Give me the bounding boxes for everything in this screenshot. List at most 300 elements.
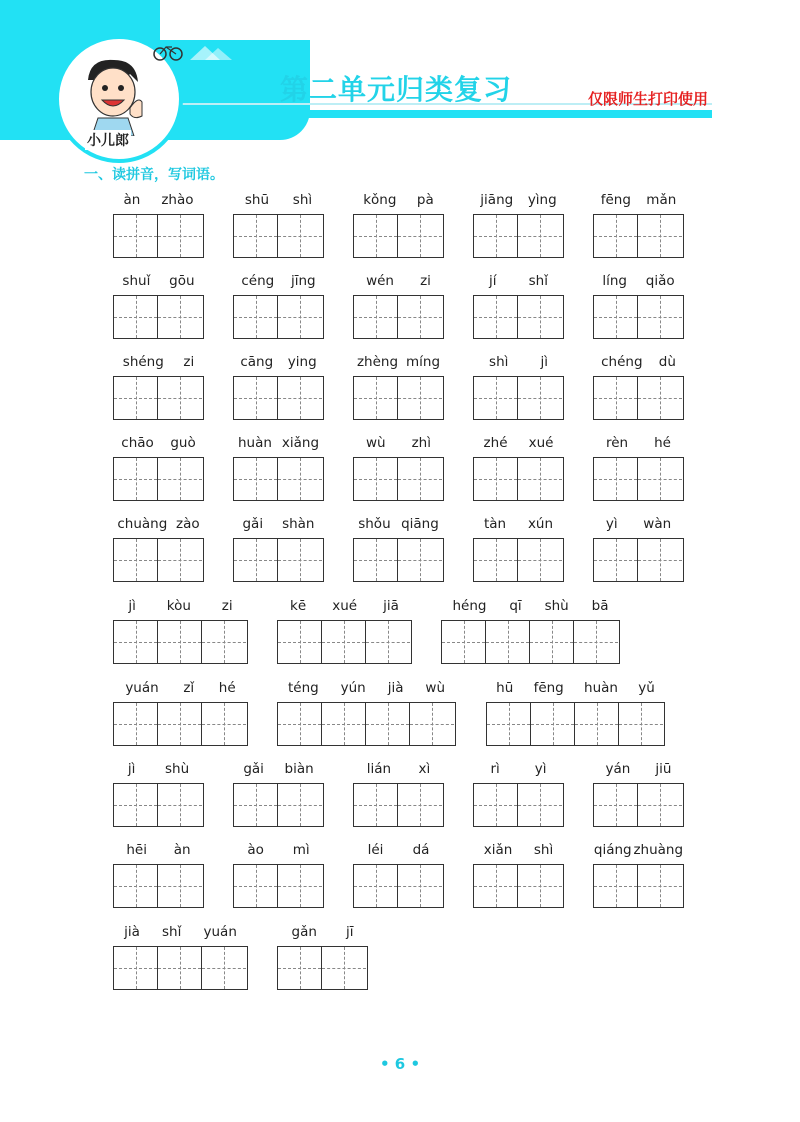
pinyin-syllable: léi [367, 842, 384, 858]
tianzi-cell[interactable] [594, 296, 638, 338]
pinyin-syllable: cāng [240, 354, 274, 370]
writing-grid [593, 783, 684, 827]
writing-grid [473, 538, 564, 582]
exercise-item [593, 759, 684, 829]
tianzi-cell[interactable] [278, 458, 322, 500]
tianzi-cell[interactable] [158, 784, 202, 826]
tianzi-cell[interactable] [354, 458, 398, 500]
pinyin-line [277, 596, 412, 616]
tianzi-cell[interactable] [158, 947, 202, 989]
writing-grid [593, 457, 684, 501]
exercise-item [473, 840, 564, 910]
pinyin-syllable: qī [509, 598, 522, 614]
exercise-item [353, 352, 444, 422]
pinyin-syllable: fēng [533, 680, 564, 696]
tianzi-cell[interactable] [518, 296, 562, 338]
tianzi-cell[interactable] [158, 865, 202, 907]
pinyin-syllable: tàn [483, 516, 507, 532]
exercise-item [593, 514, 684, 584]
pinyin-syllable: yán [605, 761, 631, 777]
pinyin-syllable: wù [365, 435, 386, 451]
tianzi-cell[interactable] [158, 377, 202, 419]
writing-grid [353, 457, 444, 501]
tianzi-cell[interactable] [531, 703, 575, 745]
pinyin-syllable: chuàng [117, 516, 168, 532]
pinyin-line [233, 271, 324, 291]
writing-grid [233, 376, 324, 420]
exercise-item [473, 352, 564, 422]
exercise-item [473, 759, 564, 829]
tianzi-cell[interactable] [518, 215, 562, 257]
pinyin-syllable: shǒu [358, 516, 391, 532]
tianzi-cell[interactable] [354, 215, 398, 257]
writing-grid [113, 457, 204, 501]
writing-grid [277, 620, 412, 664]
pinyin-syllable: wàn [643, 516, 672, 532]
exercise-item [233, 759, 324, 829]
pinyin-line [353, 433, 444, 453]
exercise-item [593, 271, 684, 341]
tianzi-cell[interactable] [234, 377, 278, 419]
tianzi-cell[interactable] [234, 865, 278, 907]
pinyin-syllable: wén [366, 273, 394, 289]
tianzi-cell[interactable] [234, 539, 278, 581]
tianzi-cell[interactable] [278, 865, 322, 907]
pinyin-syllable: wù [425, 680, 446, 696]
tianzi-cell[interactable] [234, 784, 278, 826]
tianzi-cell[interactable] [398, 377, 442, 419]
pinyin-syllable: zi [420, 273, 431, 289]
pinyin-line [113, 678, 248, 698]
exercise-item [113, 759, 204, 829]
pinyin-line [113, 190, 204, 210]
pinyin-syllable: àn [123, 192, 141, 208]
pinyin-syllable: téng [287, 680, 319, 696]
pinyin-line [473, 271, 564, 291]
pinyin-syllable: héng [452, 598, 487, 614]
pinyin-syllable: xiǎng [281, 435, 320, 451]
pinyin-line [233, 190, 324, 210]
writing-grid [353, 376, 444, 420]
pinyin-syllable: yuán [125, 680, 159, 696]
pinyin-line [593, 759, 684, 779]
tianzi-cell[interactable] [638, 296, 682, 338]
exercise-item [113, 352, 204, 422]
pinyin-line [593, 271, 684, 291]
tianzi-cell[interactable] [158, 621, 202, 663]
tianzi-cell[interactable] [366, 703, 410, 745]
tianzi-cell[interactable] [575, 703, 619, 745]
tianzi-cell[interactable] [574, 621, 618, 663]
tianzi-cell[interactable] [114, 947, 158, 989]
pinyin-syllable: zi [221, 598, 233, 614]
pinyin-line [233, 759, 324, 779]
writing-grid [593, 295, 684, 339]
tianzi-cell[interactable] [114, 865, 158, 907]
writing-grid [233, 783, 324, 827]
pinyin-line [473, 759, 564, 779]
pinyin-syllable: mì [292, 842, 310, 858]
pinyin-line [593, 433, 684, 453]
tianzi-cell[interactable] [158, 458, 202, 500]
pinyin-line [353, 514, 444, 534]
writing-grid [113, 295, 204, 339]
exercise-item [113, 190, 204, 260]
pinyin-line [113, 271, 204, 291]
writing-grid [473, 783, 564, 827]
pinyin-line [473, 352, 564, 372]
tianzi-cell[interactable] [518, 539, 562, 581]
writing-grid [113, 864, 204, 908]
cartoon-boy-icon [68, 52, 160, 136]
pinyin-line [473, 514, 564, 534]
pinyin-line [113, 352, 204, 372]
tianzi-cell[interactable] [202, 947, 246, 989]
tianzi-cell[interactable] [158, 296, 202, 338]
writing-grid [353, 214, 444, 258]
pinyin-syllable: jiāng [480, 192, 514, 208]
tianzi-cell[interactable] [594, 784, 638, 826]
tianzi-cell[interactable] [518, 865, 562, 907]
pinyin-syllable: hé [218, 680, 236, 696]
writing-grid [233, 538, 324, 582]
tianzi-cell[interactable] [354, 377, 398, 419]
page-title: 第二单元归类复习 [280, 73, 513, 106]
tianzi-cell[interactable] [114, 377, 158, 419]
pinyin-line [593, 190, 684, 210]
writing-grid [473, 214, 564, 258]
tianzi-cell[interactable] [474, 377, 518, 419]
pinyin-syllable: kǒng [363, 192, 397, 208]
writing-grid [353, 538, 444, 582]
tianzi-cell[interactable] [234, 296, 278, 338]
tianzi-cell[interactable] [474, 865, 518, 907]
tianzi-cell[interactable] [518, 377, 562, 419]
section-heading: 一、读拼音，写词语。 [84, 167, 224, 183]
exercise-item [353, 190, 444, 260]
pinyin-line [277, 678, 456, 698]
pinyin-syllable: rèn [606, 435, 629, 451]
tianzi-cell[interactable] [114, 296, 158, 338]
tianzi-cell[interactable] [158, 215, 202, 257]
writing-grid [593, 376, 684, 420]
exercise-item [233, 514, 324, 584]
pinyin-syllable: shù [544, 598, 569, 614]
pinyin-line [593, 352, 684, 372]
exercise-item [233, 433, 324, 503]
tianzi-cell[interactable] [594, 458, 638, 500]
pinyin-syllable: shǐ [528, 273, 548, 289]
pinyin-line [593, 840, 684, 860]
tianzi-cell[interactable] [398, 296, 442, 338]
pinyin-syllable: dá [412, 842, 430, 858]
writing-grid [277, 946, 368, 990]
pinyin-syllable: biàn [284, 761, 314, 777]
pinyin-syllable: líng [602, 273, 628, 289]
tianzi-cell[interactable] [398, 865, 442, 907]
pinyin-syllable: mǎn [646, 192, 677, 208]
tianzi-cell[interactable] [322, 947, 366, 989]
pinyin-syllable: zào [176, 516, 200, 532]
pinyin-syllable: shù [165, 761, 190, 777]
pinyin-line [233, 514, 324, 534]
tianzi-cell[interactable] [638, 215, 682, 257]
exercise-item [353, 271, 444, 341]
pinyin-syllable: jí [489, 273, 497, 289]
pinyin-syllable: zhé [483, 435, 508, 451]
pinyin-syllable: yì [605, 516, 618, 532]
writing-grid [233, 864, 324, 908]
exercise-item [277, 596, 412, 666]
header-cutout [160, 0, 360, 40]
pinyin-syllable: shì [533, 842, 554, 858]
tianzi-cell[interactable] [474, 784, 518, 826]
tianzi-cell[interactable] [366, 621, 410, 663]
pinyin-syllable: jì [127, 761, 136, 777]
pinyin-line [473, 433, 564, 453]
tianzi-cell[interactable] [530, 621, 574, 663]
pinyin-syllable: jīng [290, 273, 316, 289]
tianzi-cell[interactable] [114, 458, 158, 500]
pinyin-syllable: lián [366, 761, 392, 777]
writing-grid [441, 620, 620, 664]
tianzi-cell[interactable] [202, 621, 246, 663]
pinyin-line [353, 759, 444, 779]
exercise-item [441, 596, 620, 666]
tianzi-cell[interactable] [158, 539, 202, 581]
writing-grid [113, 946, 248, 990]
writing-grid [473, 376, 564, 420]
pinyin-syllable: hēi [126, 842, 147, 858]
exercise-item [473, 433, 564, 503]
pinyin-syllable: jī [345, 924, 354, 940]
exercise-item [233, 271, 324, 341]
tianzi-cell[interactable] [354, 865, 398, 907]
tianzi-cell[interactable] [398, 458, 442, 500]
pinyin-syllable: zi [183, 354, 195, 370]
tianzi-cell[interactable] [594, 215, 638, 257]
writing-grid [113, 702, 248, 746]
writing-grid [593, 864, 684, 908]
pinyin-line [473, 190, 564, 210]
tianzi-cell[interactable] [322, 703, 366, 745]
pinyin-syllable: jì [128, 598, 136, 614]
pinyin-syllable: xún [527, 516, 554, 532]
tianzi-cell[interactable] [278, 377, 322, 419]
exercise-item [353, 759, 444, 829]
pinyin-syllable: huàn [584, 680, 618, 696]
tianzi-cell[interactable] [354, 296, 398, 338]
tianzi-cell[interactable] [114, 784, 158, 826]
writing-grid [353, 864, 444, 908]
pinyin-syllable: ying [287, 354, 317, 370]
exercise-item [113, 433, 204, 503]
pinyin-syllable: guò [170, 435, 196, 451]
pinyin-syllable: zhào [161, 192, 194, 208]
tianzi-cell[interactable] [114, 621, 158, 663]
tianzi-cell[interactable] [114, 215, 158, 257]
exercise-item [353, 840, 444, 910]
pinyin-syllable: zǐ [183, 680, 195, 696]
pinyin-syllable: huàn [237, 435, 272, 451]
exercise-item [233, 190, 324, 260]
tianzi-cell[interactable] [474, 215, 518, 257]
pinyin-syllable: kē [290, 598, 307, 614]
pinyin-syllable: shàn [282, 516, 315, 532]
exercise-item [593, 190, 684, 260]
pinyin-line [353, 271, 444, 291]
pinyin-syllable: gōu [169, 273, 195, 289]
exercise-item [277, 922, 368, 992]
exercise-item [113, 514, 204, 584]
pinyin-syllable: xì [418, 761, 431, 777]
pinyin-line [113, 514, 204, 534]
pinyin-syllable: zhèng [356, 354, 399, 370]
tianzi-cell[interactable] [518, 784, 562, 826]
pinyin-syllable: àn [173, 842, 191, 858]
writing-grid [233, 214, 324, 258]
writing-grid [113, 538, 204, 582]
exercise-item [233, 352, 324, 422]
pinyin-syllable: yún [340, 680, 366, 696]
pinyin-syllable: xué [528, 435, 554, 451]
tianzi-cell[interactable] [278, 215, 322, 257]
exercise-item [473, 271, 564, 341]
pinyin-syllable: fēng [600, 192, 631, 208]
tianzi-cell[interactable] [474, 539, 518, 581]
tianzi-cell[interactable] [278, 621, 322, 663]
pinyin-line [233, 352, 324, 372]
pinyin-syllable: gǎi [242, 516, 264, 532]
tianzi-cell[interactable] [398, 784, 442, 826]
pinyin-syllable: shéng [122, 354, 164, 370]
exercise-item [593, 433, 684, 503]
tianzi-cell[interactable] [486, 621, 530, 663]
exercise-item [593, 840, 684, 910]
tianzi-cell[interactable] [278, 539, 322, 581]
tianzi-cell[interactable] [158, 703, 202, 745]
writing-grid [473, 864, 564, 908]
pinyin-syllable: chéng [601, 354, 643, 370]
exercise-item [486, 678, 665, 748]
exercise-item [113, 678, 248, 748]
pinyin-line [113, 922, 248, 942]
tianzi-cell[interactable] [638, 377, 682, 419]
pinyin-syllable: zhì [411, 435, 431, 451]
tianzi-cell[interactable] [398, 539, 442, 581]
pinyin-line [113, 840, 204, 860]
exercise-item [353, 514, 444, 584]
writing-grid [113, 214, 204, 258]
copyright-note: 仅限师生打印使用 [588, 90, 709, 108]
pinyin-line [277, 922, 368, 942]
pinyin-syllable: kòu [166, 598, 191, 614]
pinyin-syllable: shì [292, 192, 313, 208]
pinyin-line [441, 596, 620, 616]
tianzi-cell[interactable] [278, 703, 322, 745]
tianzi-cell[interactable] [202, 703, 246, 745]
tianzi-cell[interactable] [594, 865, 638, 907]
tianzi-cell[interactable] [638, 784, 682, 826]
pinyin-syllable: ào [247, 842, 264, 858]
pinyin-line [233, 433, 324, 453]
writing-grid [473, 457, 564, 501]
pinyin-line [113, 433, 204, 453]
tianzi-cell[interactable] [638, 865, 682, 907]
writing-grid [113, 376, 204, 420]
tianzi-cell[interactable] [114, 703, 158, 745]
bicycle-icon [150, 42, 240, 62]
pinyin-syllable: jià [387, 680, 404, 696]
pinyin-syllable: pà [416, 192, 434, 208]
pinyin-line [486, 678, 665, 698]
pinyin-syllable: qiāng [401, 516, 439, 532]
header-band [160, 110, 712, 118]
pinyin-syllable: hé [654, 435, 671, 451]
tianzi-cell[interactable] [474, 458, 518, 500]
pinyin-syllable: jiū [655, 761, 672, 777]
pinyin-syllable: yìng [527, 192, 557, 208]
tianzi-cell[interactable] [638, 458, 682, 500]
pinyin-syllable: yǔ [638, 680, 655, 696]
tianzi-cell[interactable] [410, 703, 454, 745]
tianzi-cell[interactable] [354, 784, 398, 826]
pinyin-line [593, 514, 684, 534]
tianzi-cell[interactable] [619, 703, 663, 745]
pinyin-line [353, 190, 444, 210]
pinyin-line [113, 759, 204, 779]
pinyin-syllable: qiǎo [645, 273, 675, 289]
tianzi-cell[interactable] [322, 621, 366, 663]
tianzi-cell[interactable] [278, 784, 322, 826]
writing-grid [233, 295, 324, 339]
tianzi-cell[interactable] [474, 296, 518, 338]
exercise-item [233, 840, 324, 910]
writing-grid [486, 702, 665, 746]
tianzi-cell[interactable] [354, 539, 398, 581]
exercise-item [473, 190, 564, 260]
exercise-item [113, 922, 248, 992]
writing-grid [473, 295, 564, 339]
pinyin-syllable: shì [489, 354, 509, 370]
tianzi-cell[interactable] [278, 947, 322, 989]
exercise-item [277, 678, 456, 748]
tianzi-cell[interactable] [234, 215, 278, 257]
tianzi-cell[interactable] [114, 539, 158, 581]
pinyin-syllable: jià [124, 924, 140, 940]
tianzi-cell[interactable] [594, 377, 638, 419]
tianzi-cell[interactable] [594, 539, 638, 581]
tianzi-cell[interactable] [234, 458, 278, 500]
pinyin-syllable: gǎn [291, 924, 317, 940]
tianzi-cell[interactable] [638, 539, 682, 581]
pinyin-line [353, 840, 444, 860]
exercise-item [113, 271, 204, 341]
pinyin-syllable: céng [241, 273, 275, 289]
writing-grid [277, 702, 456, 746]
exercise-item [593, 352, 684, 422]
tianzi-cell[interactable] [487, 703, 531, 745]
tianzi-cell[interactable] [278, 296, 322, 338]
tianzi-cell[interactable] [518, 458, 562, 500]
tianzi-cell[interactable] [398, 215, 442, 257]
pinyin-syllable: zhuàng [633, 842, 684, 858]
tianzi-cell[interactable] [442, 621, 486, 663]
pinyin-syllable: shǐ [162, 924, 182, 940]
pinyin-syllable: jiā [383, 598, 399, 614]
pinyin-syllable: gǎi [243, 761, 264, 777]
pinyin-syllable: hū [496, 680, 514, 696]
